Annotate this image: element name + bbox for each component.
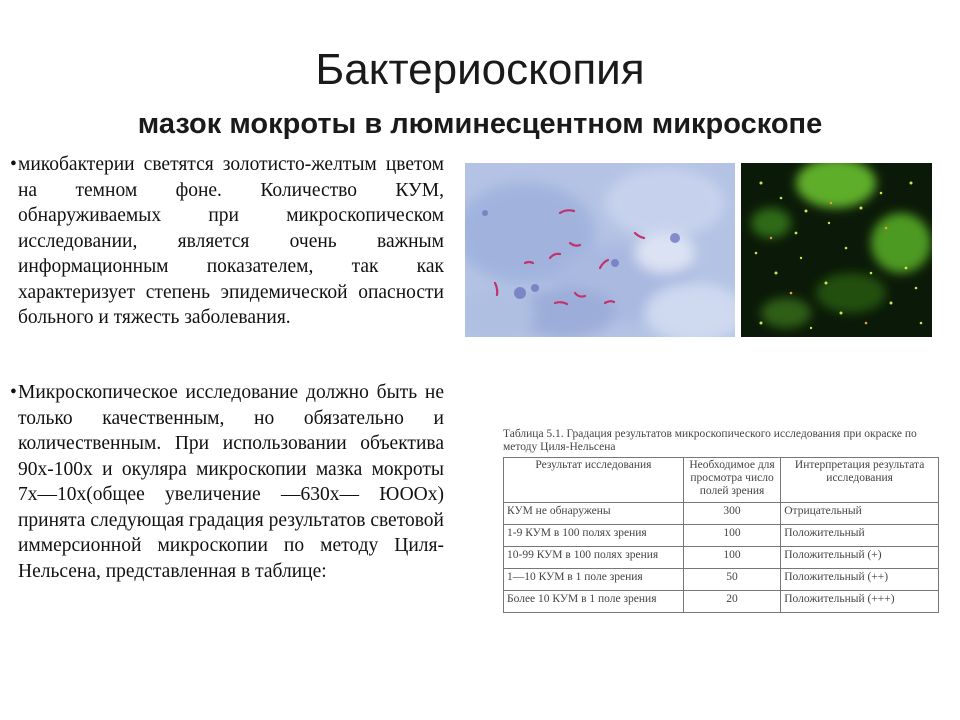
table-caption: Таблица 5.1. Градация результатов микроскопического исследования при окраске по методу Циля-Нельсена	[503, 428, 917, 453]
bullet-text: Микроскопическое исследование должно быть не только качественным, но обязательно и количественным. При использовании объектива 90х-100х и окуляра микроскопии мазка мокроты 7х—10х(общее увеличение —630х— ЮООх) принята следующая градация результатов световой иммерсионной микроскопии по методу Циля-Нельсена, представленная в таблице:	[18, 382, 444, 582]
table-cell: 1-9 КУМ в 100 полях зрения	[504, 525, 684, 547]
bullet-mark: •	[10, 154, 17, 175]
gradation-table-block	[503, 428, 943, 613]
table-row	[504, 525, 939, 547]
table-header-cell: Результат исследования	[504, 458, 684, 503]
table-cell: 1—10 КУМ в 1 поле зрения	[504, 569, 684, 591]
table-header-cell: Интерпретация результата исследования	[781, 458, 939, 503]
table-cell: Отрицательный	[781, 503, 939, 525]
table-row	[504, 569, 939, 591]
table-header-cell: Необходимое для просмотра число полей зрения	[683, 458, 780, 503]
bullet-fluorescence	[10, 152, 444, 331]
table-cell: Положительный (++)	[781, 569, 939, 591]
bullet-mark: •	[10, 382, 17, 403]
table-cell: КУМ не обнаружены	[504, 503, 684, 525]
table-header-row	[504, 458, 939, 503]
table-cell: 100	[683, 525, 780, 547]
light-microscopy-photo	[465, 163, 735, 337]
table-row	[504, 547, 939, 569]
table-cell: Более 10 КУМ в 1 поле зрения	[504, 591, 684, 613]
table-cell: 20	[683, 591, 780, 613]
table-row	[504, 591, 939, 613]
bullet-text: микобактерии светятся золотисто-желтым цветом на темном фоне. Количество КУМ, обнаруживаемых при микроскопическом исследовании, является очень важным информационным показателем, так как характеризует степень эпидемической опасности больного и тяжесть заболевания.	[18, 154, 444, 328]
table-cell: Положительный (+++)	[781, 591, 939, 613]
slide-title: Бактериоскопия	[315, 45, 645, 94]
fluorescent-microscopy-photo	[741, 163, 932, 337]
slide-subtitle: мазок мокроты в люминесцентном микроскопе	[137, 108, 823, 140]
table-cell: 10-99 КУМ в 100 полях зрения	[504, 547, 684, 569]
table-cell: 300	[683, 503, 780, 525]
table-cell: 50	[683, 569, 780, 591]
bullet-quantitative	[10, 380, 444, 584]
table-cell: Положительный	[781, 525, 939, 547]
table-cell: Положительный (+)	[781, 547, 939, 569]
table-row	[504, 503, 939, 525]
gradation-table	[503, 457, 939, 613]
table-cell: 100	[683, 547, 780, 569]
